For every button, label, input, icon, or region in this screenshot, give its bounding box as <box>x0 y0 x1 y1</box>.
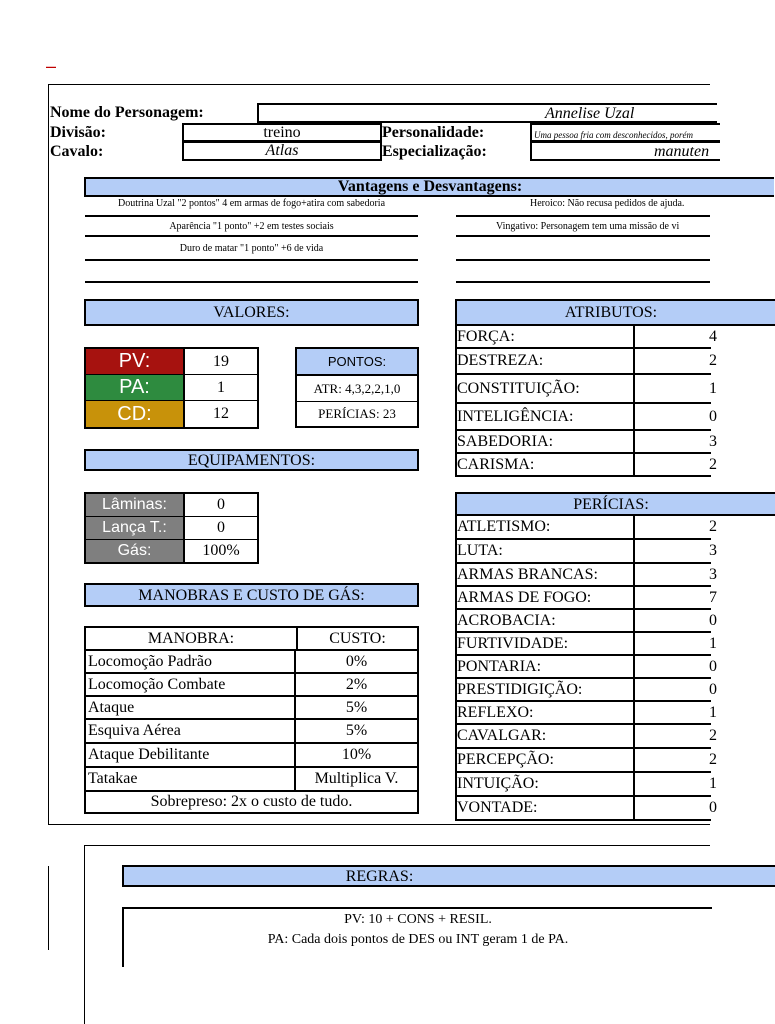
advantage-item: Duro de matar "1 ponto" +6 de vida <box>85 237 418 261</box>
disadvantage-item <box>456 237 710 261</box>
points-pericias: PERÍCIAS: 23 <box>318 406 396 421</box>
skills-list <box>455 516 717 821</box>
division-value: treino <box>263 124 301 141</box>
equipment-label: Lança T.: <box>86 517 185 539</box>
skills-title: PERÍCIAS: <box>573 496 649 513</box>
pv-label: PV: <box>86 349 185 374</box>
skill-value[interactable]: 1 <box>709 775 717 792</box>
skill-label: PERCEPÇÃO: <box>457 749 635 771</box>
attributes-header <box>455 299 775 326</box>
equipment-value[interactable]: 0 <box>217 519 225 536</box>
value-row-pa <box>86 375 257 401</box>
advantages-title: Vantagens e Desvantagens: <box>337 178 523 195</box>
skills-header <box>455 492 775 516</box>
equipment-row <box>86 517 257 540</box>
attribute-row <box>457 349 717 375</box>
horse-label: Cavalo: <box>50 143 104 160</box>
advantages-right-list <box>456 197 710 283</box>
attribute-row <box>457 404 717 431</box>
maneuver-cost: 10% <box>341 746 372 763</box>
maneuver-name: Tatakae <box>86 768 296 790</box>
red-marker: – <box>46 56 57 76</box>
maneuvers-title: MANOBRAS E CUSTO DE GÁS: <box>138 587 365 604</box>
rules-line: PA: Cada dois pontos de DES ou INT geram 1 de PA. <box>267 932 569 947</box>
maneuver-cost: Multiplica V. <box>314 770 399 787</box>
division-field[interactable] <box>182 123 382 142</box>
skill-value[interactable]: 2 <box>709 727 717 744</box>
equipment-title: EQUIPAMENTOS: <box>187 452 316 469</box>
skill-row <box>457 516 717 540</box>
skill-value[interactable]: 0 <box>709 799 717 816</box>
personality-value: Uma pessoa fria com desconhecidos, porém <box>534 130 693 140</box>
attribute-label: CONSTITUIÇÃO: <box>457 375 635 402</box>
skill-label: PRESTIDIGIÇÃO: <box>457 679 635 700</box>
disadvantage-item: Heroico: Não recusa pedidos de ajuda. <box>456 197 710 217</box>
equipment-label: Lâminas: <box>86 494 185 516</box>
skill-row <box>457 679 717 702</box>
equipment-table <box>84 492 259 564</box>
skill-row <box>457 749 717 773</box>
cost-col-header: CUSTO: <box>329 630 386 647</box>
attribute-row <box>457 375 717 404</box>
specialization-value: manuten <box>654 143 710 160</box>
cd-value[interactable]: 12 <box>213 405 229 422</box>
skill-label: LUTA: <box>457 540 635 562</box>
skill-value[interactable]: 1 <box>709 704 717 721</box>
specialization-field[interactable] <box>530 141 720 161</box>
maneuver-row <box>86 744 417 768</box>
attribute-value[interactable]: 1 <box>709 380 717 397</box>
disadvantage-item <box>456 261 710 283</box>
attribute-row <box>457 326 717 349</box>
attribute-label: DESTREZA: <box>457 349 635 373</box>
skill-value[interactable]: 2 <box>709 751 717 768</box>
equipment-value[interactable]: 0 <box>217 496 225 513</box>
points-title: PONTOS: <box>297 349 417 376</box>
skill-value[interactable]: 0 <box>709 658 717 675</box>
maneuver-row <box>86 674 417 697</box>
skill-label: CAVALGAR: <box>457 725 635 747</box>
personality-field[interactable] <box>530 123 720 142</box>
attributes-title: ATRIBUTOS: <box>564 304 658 321</box>
character-name-field[interactable] <box>257 103 717 123</box>
skill-value[interactable]: 2 <box>709 518 717 535</box>
rules-box <box>122 907 712 967</box>
attribute-label: SABEDORIA: <box>457 431 635 452</box>
maneuvers-head-row <box>86 628 417 651</box>
skill-value[interactable]: 0 <box>709 612 717 629</box>
specialization-label: Especialização: <box>382 143 487 160</box>
character-name-value: Annelise Uzal <box>545 105 635 122</box>
maneuvers-footer: Sobrepreso: 2x o custo de tudo. <box>150 793 353 810</box>
disadvantage-item: Vingativo: Personagem tem uma missão de vi <box>456 217 710 237</box>
skill-row <box>457 587 717 610</box>
personality-label: Personalidade: <box>382 124 485 141</box>
maneuvers-table <box>84 626 419 814</box>
skill-value[interactable]: 1 <box>709 635 717 652</box>
rules-header <box>122 865 775 887</box>
skill-label: VONTADE: <box>457 797 635 819</box>
advantage-item <box>85 261 418 283</box>
advantage-item: Doutrina Uzal "2 pontos" 4 em armas de fogo+atira com sabedoria <box>85 197 418 217</box>
attribute-value[interactable]: 0 <box>709 408 717 425</box>
attributes-list <box>455 326 717 477</box>
skill-row <box>457 656 717 679</box>
horse-value: Atlas <box>265 142 299 159</box>
rules-title: REGRAS: <box>345 868 414 885</box>
points-atr: ATR: 4,3,2,2,1,0 <box>297 376 417 402</box>
advantages-header <box>84 177 774 197</box>
value-row-cd <box>86 401 257 427</box>
rules-line: PV: 10 + CONS + RESIL. <box>344 912 492 927</box>
maneuver-row <box>86 768 417 792</box>
maneuver-cost: 0% <box>345 653 368 670</box>
maneuver-col-header: MANOBRA: <box>86 628 298 649</box>
skill-label: FURTIVIDADE: <box>457 633 635 654</box>
skill-row <box>457 702 717 725</box>
skill-value[interactable]: 3 <box>709 542 717 559</box>
maneuver-cost: 2% <box>345 676 368 693</box>
skill-row <box>457 797 717 821</box>
attribute-value[interactable]: 2 <box>709 352 717 369</box>
skill-label: ARMAS BRANCAS: <box>457 564 635 585</box>
values-title: VALORES: <box>213 304 290 321</box>
pa-label: PA: <box>86 375 185 400</box>
attribute-value[interactable]: 3 <box>709 433 717 450</box>
skill-label: INTUIÇÃO: <box>457 773 635 795</box>
cd-label: CD: <box>86 401 185 427</box>
pv-value[interactable]: 19 <box>213 353 229 370</box>
maneuver-row <box>86 651 417 674</box>
skill-row <box>457 610 717 633</box>
skill-label: ACROBACIA: <box>457 610 635 631</box>
horse-field[interactable] <box>182 141 382 161</box>
maneuver-name: Locomoção Combate <box>86 674 296 695</box>
attribute-row <box>457 454 717 477</box>
maneuvers-header <box>84 583 419 607</box>
maneuver-row <box>86 720 417 744</box>
equipment-header <box>84 449 419 471</box>
attribute-value[interactable]: 2 <box>709 456 717 473</box>
equipment-row <box>86 540 257 562</box>
attribute-value[interactable]: 4 <box>709 328 717 345</box>
equipment-row <box>86 494 257 517</box>
maneuver-name: Esquiva Aérea <box>86 720 296 742</box>
skill-label: PONTARIA: <box>457 656 635 677</box>
attribute-row <box>457 431 717 454</box>
skill-value[interactable]: 7 <box>709 589 717 606</box>
equipment-value[interactable]: 100% <box>202 542 240 559</box>
skill-value[interactable]: 3 <box>709 566 717 583</box>
attribute-label: INTELIGÊNCIA: <box>457 404 635 429</box>
maneuver-cost: 5% <box>345 722 368 739</box>
values-header <box>84 299 419 326</box>
points-box <box>295 347 419 428</box>
values-table <box>84 347 259 429</box>
skill-row <box>457 564 717 587</box>
skill-label: ARMAS DE FOGO: <box>457 587 635 608</box>
maneuver-cost: 5% <box>345 699 368 716</box>
skill-row <box>457 633 717 656</box>
equipment-label: Gás: <box>86 540 185 562</box>
value-row-pv <box>86 349 257 375</box>
skill-row <box>457 773 717 797</box>
advantage-item: Aparência "1 ponto" +2 em testes sociais <box>85 217 418 237</box>
division-label: Divisão: <box>50 124 106 141</box>
maneuver-row <box>86 697 417 720</box>
maneuver-name: Ataque Debilitante <box>86 744 296 766</box>
pa-value[interactable]: 1 <box>217 379 225 396</box>
attribute-label: FORÇA: <box>457 326 635 347</box>
skill-row <box>457 540 717 564</box>
advantages-left-list <box>85 197 418 283</box>
skill-row <box>457 725 717 749</box>
skill-label: ATLETISMO: <box>457 516 635 538</box>
character-name-label: Nome do Personagem: <box>50 104 204 121</box>
skill-label: REFLEXO: <box>457 702 635 723</box>
skill-value[interactable]: 0 <box>709 681 717 698</box>
maneuver-name: Locomoção Padrão <box>86 651 296 672</box>
attribute-label: CARISMA: <box>457 454 635 475</box>
maneuver-name: Ataque <box>86 697 296 718</box>
